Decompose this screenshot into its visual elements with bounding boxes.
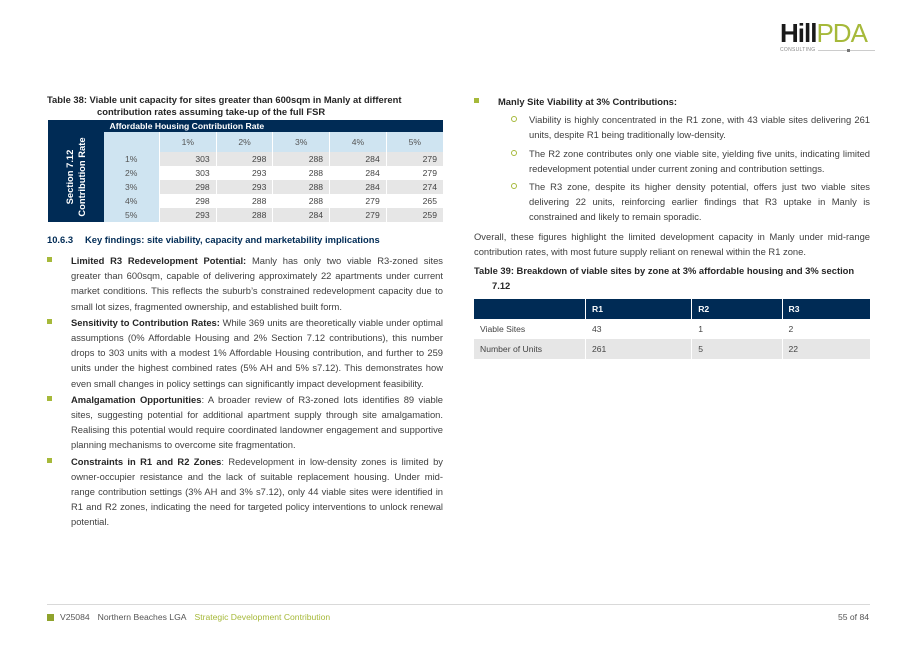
table38-col-header: 4% [330,132,387,152]
bullet-text: : A broader review of R3-zoned lots identifies 89 viable sites, suggesting potential for additional apartment supply through site amalgamation. Realising this potential would require coordinated landowner engagement and supportive planning mechanisms to overcome site fragmentation. [71,393,444,451]
footer-project-code: V25084 [60,612,90,622]
table39-caption [474,263,870,293]
table-cell: Viable Sites [480,324,526,335]
circle-bullet-icon [511,183,517,189]
table-cell: 288 [273,166,330,180]
table-cell: 1 [692,319,782,339]
bullet-title: Sensitivity to Contribution Rates: [71,316,220,328]
sub-bullet-text: The R3 zone, despite its higher density potential, offers just two viable sites delivering 22 units, reinforcing earlier findings that R3 uptake in Manly is constrained and likely to remain sporadic. [529,181,870,223]
bullet-text: While 369 units are theoretically viable under optimal assumptions (0% Affordable Housing and 2% Section 7.12 contributions), this number drops to 303 units with a modest 1% Affordable Housing contribution, and further to 259 units under the highest combined rates (5% AH and 5% s7.12). This demonstrates how even small changes in policy settings can significantly impact development feasibility. [71,316,443,389]
table-cell: 284 [273,208,330,222]
bullet-title: Constraints in R1 and R2 Zones [71,455,222,467]
table-cell: 298 [160,180,217,194]
bullet-text: : Redevelopment in low-density zones is limited by owner-occupier resistance and the lack of suitable replacement housing. Under mid-range contribution settings (3% AH and 3% s7.12), only 44 viable sites were identified in R1 and R2 zones, indicating the need for targeted policy interventions to unlock renewal potential. [71,455,443,528]
bullet-text: Manly has only two viable R3-zoned sites greater than 600sqm, capable of delivering approximately 22 apartments under current market conditions. This reflects the suburb’s constrained redevelopment capacity due to small lot sizes, fragmented ownership, and established built form. [71,255,443,312]
table-cell: 303 [160,166,217,180]
table-cell: 274 [386,180,443,194]
sub-bullet-text: The R2 zone contributes only one viable site, yielding five units, indicating limited redevelopment potential under current zoning and contribution settings. [529,147,870,174]
table38 [47,120,443,222]
bullet-title: Limited R3 Redevelopment Potential: [71,255,247,266]
bullet-item [47,315,443,391]
logo-brand-right: PDA [816,18,867,48]
table38-col-header: 1% [160,132,217,152]
bullet-title: Manly Site Viability at 3% Contributions: [498,96,678,107]
page-number: 55 of 84 [837,612,869,622]
table39-header-row [474,299,870,319]
table-cell: 279 [386,166,443,180]
hillpda-logo [780,20,875,54]
footer-divider [47,604,870,605]
table38-col-group-header: Affordable Housing Contribution Rate [104,120,444,132]
table-cell: 265 [386,194,443,208]
table-row [474,319,870,339]
table38-caption-line1: Table 38: Viable unit capacity for sites greater than 600sqm in Manly at different [47,94,402,105]
table39-caption-line1: Table 39: Breakdown of viable sites by zone at 3% affordable housing and 3% section [474,265,855,277]
logo-brand-left: Hill [780,18,817,48]
section-heading [47,234,443,245]
row-label: 4% [104,194,160,208]
logo-dot [847,49,850,52]
table-cell: 284 [330,152,387,166]
footer-square-icon [47,614,54,621]
bullet-item [47,392,443,453]
sub-bullet-item [474,146,870,176]
bullet-item [47,454,443,530]
square-bullet-icon [474,98,479,103]
row-group-wrap [48,132,104,222]
table-cell: 288 [273,180,330,194]
table-cell: 279 [330,208,387,222]
right-column [474,94,870,359]
table38-col-header: 5% [386,132,443,152]
table-cell: 261 [586,339,692,359]
square-bullet-icon [47,458,52,463]
section-number: 10.6.3 [47,234,74,245]
section-title: Key findings: site viability, capacity and marketability implications [85,234,380,245]
table-cell: 303 [160,152,217,166]
logo-rule [818,50,875,51]
summary-paragraph: Overall, these figures highlight the limited development capacity in Manly under mid-range contribution rates, with most future supply reliant on renewal within the R1 zone. [474,230,870,257]
table-row [48,180,444,194]
table38-row-group-header [48,132,104,222]
logo-tagline: CONSULTING [780,47,816,53]
table39-col-header: R2 [692,299,782,319]
table-cell: 298 [216,152,273,166]
sub-bullet-text: Viability is highly concentrated in the R1 zone, with 43 viable sites delivering 261 units, despite R1 being traditionally low-density. [529,114,870,141]
table-cell: 288 [216,208,273,222]
footer-lga: Northern Beaches LGA [97,612,187,622]
table-row [474,339,870,359]
table39-col-header: R3 [782,299,870,319]
table-row [48,152,444,166]
row-group-line1: Section 7.12 [63,149,75,205]
bullet-item [47,253,443,314]
table-cell: 298 [160,194,217,208]
row-group-text [64,132,88,222]
circle-bullet-icon [511,116,517,122]
table-row [48,166,444,180]
table-cell: 284 [330,166,387,180]
circle-bullet-icon [511,150,517,156]
table38-corner [48,120,104,132]
table39 [474,299,870,359]
sub-bullet-item [474,179,870,225]
table-cell: 288 [216,194,273,208]
table-cell: 43 [586,319,692,339]
bullet-title: Amalgamation Opportunities [71,393,202,405]
table-cell: 288 [273,194,330,208]
table39-col-header: R1 [586,299,692,319]
square-bullet-icon [47,396,52,401]
table-cell: 2 [782,319,870,339]
table39-caption-line2: 7.12 [492,280,511,292]
table38-col-header: 2% [216,132,273,152]
table-cell: 293 [160,208,217,222]
table-cell: 5 [692,339,782,359]
table38-col-header: 3% [273,132,330,152]
row-label: 2% [104,166,160,180]
table-cell: Number of Units [480,344,543,355]
logo-wordmark [780,20,875,46]
table-row [48,194,444,208]
sub-bullet-item [474,112,870,142]
table-cell: 288 [273,152,330,166]
row-label: 3% [104,180,160,194]
footer [47,612,330,622]
table38-caption [47,94,443,118]
table-cell: 22 [782,339,870,359]
table-cell: 293 [216,180,273,194]
left-column [47,94,443,531]
table39-col-header [474,299,586,319]
row-group-line2: Contribution Rate [75,137,87,217]
square-bullet-icon [47,257,52,262]
table-cell: 293 [216,166,273,180]
table-cell: 279 [330,194,387,208]
row-label: 5% [104,208,160,222]
table-cell: 259 [386,208,443,222]
table-cell: 279 [386,152,443,166]
footer-report-title: Strategic Development Contribution [194,612,331,622]
logo-tagline-row [780,47,875,54]
table38-col-header-blank [104,132,160,152]
table-cell: 284 [330,180,387,194]
bullet-item [474,94,870,109]
row-label: 1% [104,152,160,166]
table-row [48,208,444,222]
table38-caption-line2: contribution rates assuming take-up of the full FSR [97,106,326,117]
square-bullet-icon [47,319,52,324]
